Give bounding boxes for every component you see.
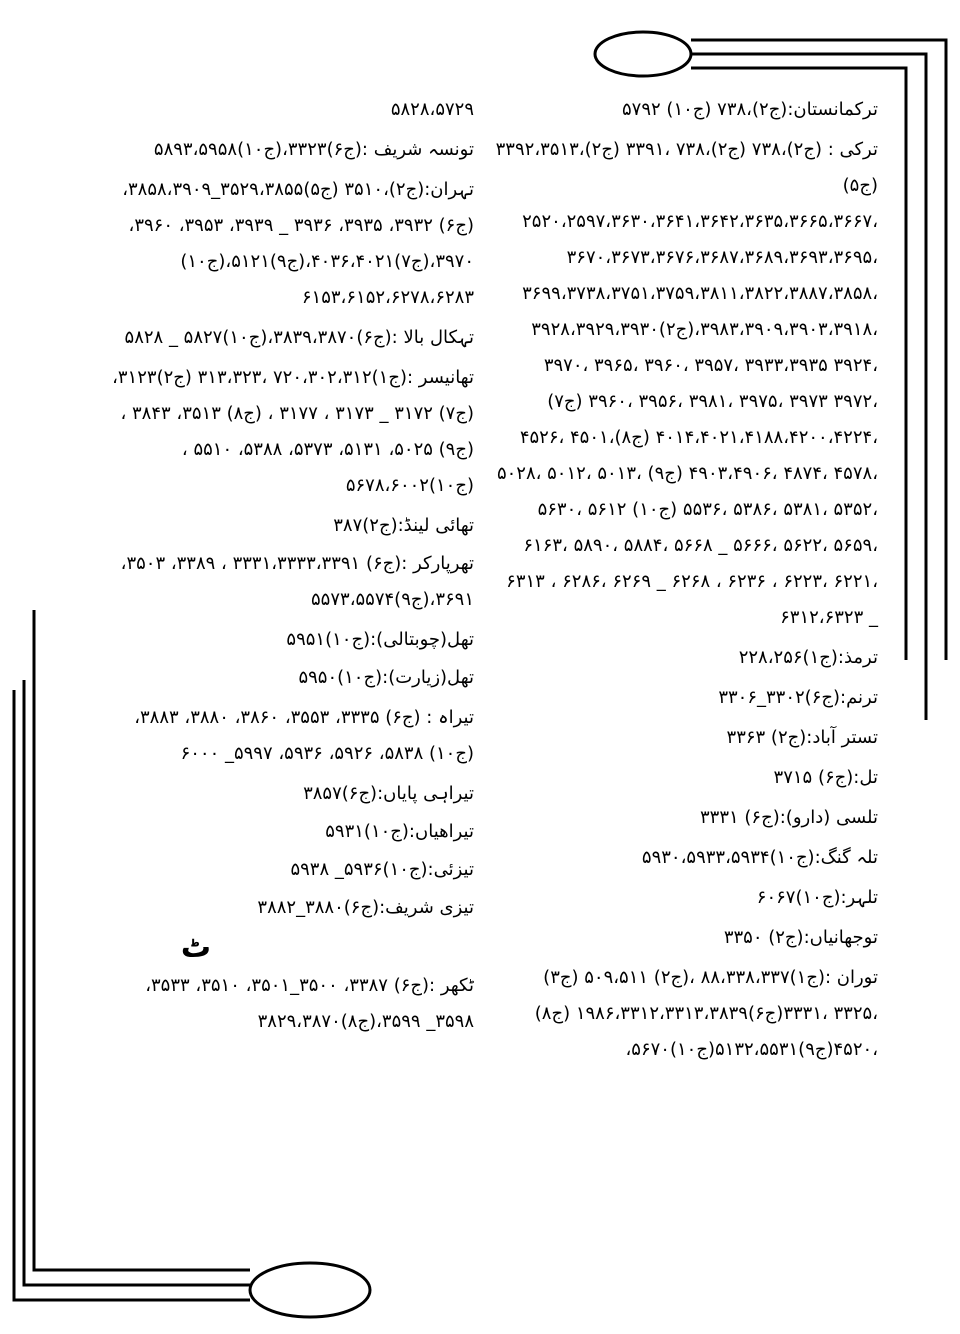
index-entry: ترنم:(ج۶)۳۳۰۲_۳۳۰۶ [718, 687, 878, 708]
index-entry: تہکال بالا :(ج۶)۳۸۳۹،۳۸۷۰،(ج۱۰)۵۸۲۷ _ ۵۸۲۸ [124, 327, 474, 348]
index-entry: تونسہ شریف :(ج۶)۳۳۲۳،(ج۱۰)۵۸۹۳،۵۹۵۸ [153, 139, 474, 160]
index-entry: تیراہ : (ج۶) ۳۳۳۵، ۳۵۵۳، ۳۸۶۰، ۳۸۸۰، ۳۸۸۳، (ج۱۰) ۵۸۳۸، ۵۹۲۶، ۵۹۳۶، ۵۹۹۷_ ۶۰۰۰ [134, 707, 474, 764]
index-entry: تھائی لینڈ:(ج۲)۳۸۷ [333, 515, 474, 536]
section-letter-heading: ٹ [180, 930, 212, 965]
index-entry: تلہر:(ج۱۰)۶۰۶۷ [756, 887, 878, 908]
index-entry: تہران:(ج۲)،۳۵۱۰ (ج۵)۳۵۲۹،۳۸۵۵_۳۸۵۸،۳۹۰۹، (ج۶) ۳۹۳۲، ۳۹۳۵، ۳۹۳۶ _ ۳۹۳۹، ۳۹۵۳، ۳۹۶۰، ۳۹۷۰،(ج۷)۴۰۳۶،۴۰۲۱،(ج۹)۵۱۲۱،(ج۱۰) ۶۱۵۳،۶۱۵۲،۶۲۷۸،۶۲۸۳ [122, 179, 474, 308]
index-entry: تیزئی:(ج۱۰)۵۹۳۶_ ۵۹۳۸ [290, 859, 474, 880]
index-entry: تھانیسر :(ج۱)۷۲۰،۳۰۲،۳۱۲ ،۳۱۳،۳۲۳ (ج۲)۳۱۲۳،(ج۷) ۳۱۷۲ _ ۳۱۷۳ ، ۳۱۷۷ ، (ج۸) ۳۵۱۳، ۳۸۴۳ ،(ج۹) ۵۰۲۵، ۵۱۳۱، ۵۳۷۳، ۵۳۸۸، ۵۵۱۰ ،(ج۱۰)۵۶۷۸،۶۰۰۲ [112, 367, 474, 496]
index-entry: تھل(زیارت):(ج۱۰)۵۹۵۰ [298, 667, 474, 688]
index-entry: تل:(ج۶) ۳۷۱۵ [773, 767, 878, 788]
index-entry: ترکی : (ج۲)،۷۳۸ (ج۲)،۷۳۸ ،۳۳۹۱ (ج۲)،۳۳۹۲،۳۵۱۳ (ج۵) ،۲۵۲۰،۲۵۹۷،۳۶۳۰،۳۶۴۱،۳۶۴۲،۳۶۳۵،۳۶۶۵،۳۶۶۷ ،۳۶۷۰،۳۶۷۳،۳۶۷۶،۳۶۸۷،۳۶۸۹،۳۶۹۳،۳۶۹۵ ،۳۶۹۹،۳۷۳۸،۳۷۵۱،۳۷۵۹،۳۸۱۱،۳۸۲۲،۳۸۸۷،۳۸۵۸ ،۳۹۸۳،۳۹۰۹،۳۹۰۳،۳۹۱۸،(ج۲)۳۹۲۸،۳۹۲۹،۳۹۳۰ ،۳۹۲۴ ۳۹۳۳،۳۹۳۵ ،۳۹۵۷ ،۳۹۶۰ ،۳۹۶۵ ،۳۹۷۰ ،۳۹۷۲ ۳۹۷۳ ،۳۹۷۵ ،۳۹۸۱ ،۳۹۵۶ ،۳۹۶۰ (ج۷) ،۴۰۱۴،۴۰۲۱،۴۱۸۸،۴۲۰۰،۴۲۲۴ (ج۸)،۴۵۰۱ ،۴۵۲۶ ،۴۵۷۸ ،۴۸۷۴ ،۴۹۰۳،۴۹۰۶ (ج۹) ،۵۰۱۳ ،۵۰۱۲ ،۵۰۲۸ ،۵۳۵۲ ،۵۳۸۱ ،۵۳۸۶ ،۵۵۳۶ (ج۱۰) ۵۶۱۲ ،۵۶۳۰ ،۵۶۵۹ ،۵۶۲۲ ،۵۶۶۶ _ ۵۶۶۸ ،۵۸۸۴ ،۵۸۹۰ ،۶۱۶۳ ،۶۲۲۱ ،۶۲۲۳ ، ۶۲۳۶ ، ۶۲۶۸ _ ۶۲۶۹ ،۶۲۸۶ ، ۶۳۱۳ _ ۶۳۱۲،۶۳۲۳ [495, 139, 878, 628]
index-entry: تیراہی پایاں:(ج۶)۳۸۵۷ [303, 783, 474, 804]
index-entry: ترمذ:(ج۱)۲۲۸،۲۵۶ [738, 647, 878, 668]
index-column-left [98, 92, 474, 1044]
index-entry: تلہ گنگ:(ج۱۰)۵۹۳۰،۵۹۳۳،۵۹۳۴ [641, 847, 878, 868]
index-entry: ترکمانستان:(ج۲)،۷۳۸ (ج۱۰) ۵۷۹۲ [622, 99, 878, 120]
index-entry: تیزی شریف:(ج۶)۳۸۸۰_۳۸۸۲ [257, 897, 474, 918]
index-entry: توران :(ج۱)۸۸،۳۳۸،۳۳۷ ،(ج۲) ۵۰۹،۵۱۱ (ج۳) ،۳۳۲۵ ،۳۳۳۱(ج۶)۱۹۸۶،۳۳۱۲،۳۳۱۳،۳۸۳۹ (ج۸) ،۴۵۲۰(ج۹)۵۱۳۲،۵۵۳۱(ج۱۰)۵۶۷۰، [534, 967, 878, 1060]
index-entry: تھل(چوبتالی):(ج۱۰)۵۹۵۱ [286, 629, 474, 650]
index-entry: تھرپارکر :(ج۶) ۳۳۳۱،۳۳۳۳،۳۳۹۱ ، ۳۳۸۹، ۳۵۰۳، ۳۶۹۱،(ج۹)۵۵۷۳،۵۵۷۴ [120, 553, 474, 610]
index-entry: توجھانیاں:(ج۲) ۳۳۵۰ [723, 927, 878, 948]
index-entry: ٹکھر :(ج۶) ۳۳۸۷، ۳۵۰۰_۳۵۰۱، ۳۵۱۰، ۳۵۳۳، ۳۵۹۸_ ۳۵۹۹،(ج۸)۳۸۲۹،۳۸۷۰ [145, 975, 474, 1032]
index-entry: ۵۸۲۸،۵۷۲۹ [390, 99, 474, 120]
index-entry: تستر آباد:(ج۲) ۳۳۶۳ [726, 727, 878, 748]
index-entry: تیراھیاں:(ج۱۰)۵۹۳۱ [325, 821, 474, 842]
index-column-right [494, 92, 878, 1072]
index-entry: تلسی (دارو):(ج۶) ۳۳۳۱ [700, 807, 878, 828]
